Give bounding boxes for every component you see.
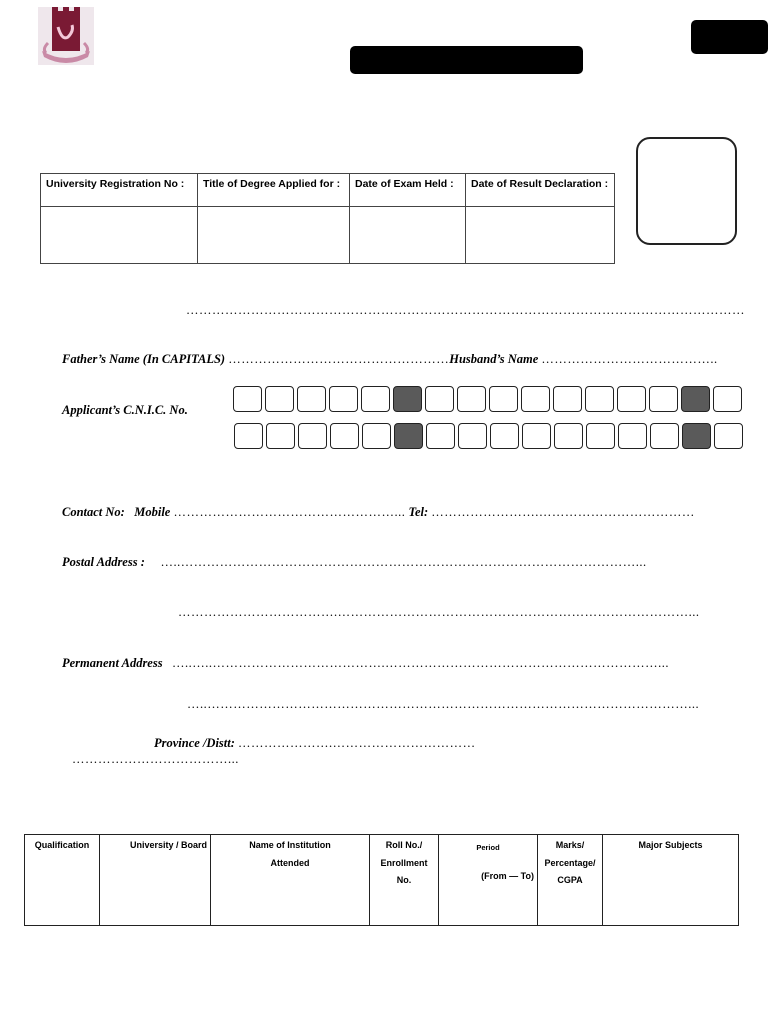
qual-header-institution-1: Name of Institution xyxy=(249,840,331,850)
postal-address-field-2: ……………………………….………………………………………………………………………... xyxy=(178,605,700,619)
exam-date-field[interactable] xyxy=(350,207,466,264)
qual-header-period-1: Period xyxy=(476,843,500,852)
cnic-separator-cell xyxy=(393,386,422,412)
redacted-title-bar xyxy=(350,46,583,74)
cnic-digit-cell[interactable] xyxy=(425,386,454,412)
qual-col-qualification xyxy=(25,835,100,926)
registration-info-table xyxy=(40,173,615,264)
postal-address-field[interactable]: …..……………………………………………………………………………………………... xyxy=(160,555,647,569)
qual-header-qualification: Qualification xyxy=(34,840,90,850)
tel-label: Tel: xyxy=(408,505,429,519)
cnic-digit-cell[interactable] xyxy=(362,423,391,449)
cnic-digit-cell[interactable] xyxy=(266,423,295,449)
postal-address-label: Postal Address : xyxy=(62,555,145,569)
cnic-digit-cell[interactable] xyxy=(649,386,678,412)
cnic-digit-cell[interactable] xyxy=(714,423,743,449)
cnic-digit-cell[interactable] xyxy=(650,423,679,449)
cnic-digit-cell[interactable] xyxy=(522,423,551,449)
cnic-digit-cell[interactable] xyxy=(233,386,262,412)
postal-address-line xyxy=(62,555,647,570)
permanent-address-line xyxy=(62,656,669,671)
cnic-digit-cell[interactable] xyxy=(234,423,263,449)
qual-header-roll-2: Enrollment xyxy=(380,857,428,868)
cnic-separator-cell xyxy=(682,423,711,449)
postal-address-line-2[interactable] xyxy=(178,605,700,620)
qual-header-roll-1: Roll No./ xyxy=(385,840,423,850)
father-name-field[interactable]: …………………………………………… xyxy=(228,352,450,366)
qual-header-roll-3: No. xyxy=(396,875,412,885)
col-degree-title: Title of Degree Applied for : xyxy=(198,174,350,207)
cnic-digit-cell[interactable] xyxy=(521,386,550,412)
permanent-address-field-2: …..…………………………………………………………………………………………………... xyxy=(187,697,700,711)
cnic-row xyxy=(234,423,743,449)
photo-box xyxy=(636,137,737,245)
registration-no-field[interactable] xyxy=(41,207,198,264)
cnic-row xyxy=(233,386,742,412)
redacted-corner-bar xyxy=(691,20,768,54)
result-date-field[interactable] xyxy=(466,207,615,264)
contact-line xyxy=(62,505,695,520)
cnic-digit-cell[interactable] xyxy=(585,386,614,412)
mobile-field[interactable]: ……………………………………………... xyxy=(173,505,406,519)
col-registration-no: University Registration No : xyxy=(41,174,198,207)
cnic-digit-cell[interactable] xyxy=(330,423,359,449)
cnic-separator-cell xyxy=(681,386,710,412)
qual-header-university: University / Board xyxy=(129,840,207,850)
qual-header-marks-3: CGPA xyxy=(557,875,583,885)
cnic-separator-cell xyxy=(394,423,423,449)
col-result-date: Date of Result Declaration : xyxy=(466,174,615,207)
cnic-digit-cell[interactable] xyxy=(298,423,327,449)
qual-header-marks-2: Percentage/ xyxy=(544,857,596,868)
qualification-table xyxy=(24,834,739,926)
cnic-digit-cell[interactable] xyxy=(586,423,615,449)
qual-col-institution xyxy=(211,835,370,926)
qual-header-period-2: (From — To) xyxy=(481,870,534,881)
province-line-2[interactable] xyxy=(72,752,239,767)
col-exam-date: Date of Exam Held : xyxy=(350,174,466,207)
husband-name-label: Husband’s Name xyxy=(449,352,539,366)
qual-header-subjects: Major Subjects xyxy=(638,840,703,850)
cnic-digit-cell[interactable] xyxy=(617,386,646,412)
qual-col-marks xyxy=(538,835,603,926)
husband-name-field[interactable]: ………………………………….. xyxy=(541,352,718,366)
father-name-label: Father’s Name (In CAPITALS) xyxy=(62,352,226,366)
qual-col-period xyxy=(439,835,538,926)
cnic-grid-2 xyxy=(234,423,743,449)
permanent-address-line-2[interactable] xyxy=(187,697,699,712)
qual-col-subjects xyxy=(603,835,739,926)
cnic-digit-cell[interactable] xyxy=(490,423,519,449)
permanent-address-field[interactable]: …..…..………………………………….………………………………………………………... xyxy=(171,656,669,670)
contact-label: Contact No: xyxy=(62,505,125,519)
cnic-digit-cell[interactable] xyxy=(489,386,518,412)
cnic-digit-cell[interactable] xyxy=(426,423,455,449)
university-logo xyxy=(38,7,94,65)
qual-col-university xyxy=(100,835,211,926)
name-dots: ………………………………………………………………………………………………………………… xyxy=(186,303,745,317)
province-field-2: ………………………………... xyxy=(72,752,239,766)
province-label: Province /Distt: xyxy=(154,736,235,750)
cnic-digit-cell[interactable] xyxy=(457,386,486,412)
cnic-digit-cell[interactable] xyxy=(618,423,647,449)
permanent-address-label: Permanent Address xyxy=(62,656,163,670)
cnic-digit-cell[interactable] xyxy=(554,423,583,449)
cnic-digit-cell[interactable] xyxy=(713,386,742,412)
name-line[interactable] xyxy=(186,303,745,318)
province-field[interactable]: ………………….…………………………… xyxy=(238,736,476,750)
cnic-digit-cell[interactable] xyxy=(361,386,390,412)
tel-field[interactable]: …………………….……………………………… xyxy=(431,505,695,519)
province-line xyxy=(154,736,476,751)
crest-icon xyxy=(38,7,94,65)
qual-header-institution-2: Attended xyxy=(270,857,310,868)
mobile-label: Mobile xyxy=(134,505,171,519)
cnic-grid xyxy=(233,386,742,412)
cnic-digit-cell[interactable] xyxy=(458,423,487,449)
qual-header-marks-1: Marks/ xyxy=(555,840,585,850)
cnic-digit-cell[interactable] xyxy=(553,386,582,412)
cnic-label: Applicant’s C.N.I.C. No. xyxy=(62,403,188,417)
cnic-digit-cell[interactable] xyxy=(329,386,358,412)
degree-title-field[interactable] xyxy=(198,207,350,264)
cnic-digit-cell[interactable] xyxy=(297,386,326,412)
qual-col-roll-no xyxy=(370,835,439,926)
father-husband-line xyxy=(62,352,718,367)
cnic-digit-cell[interactable] xyxy=(265,386,294,412)
